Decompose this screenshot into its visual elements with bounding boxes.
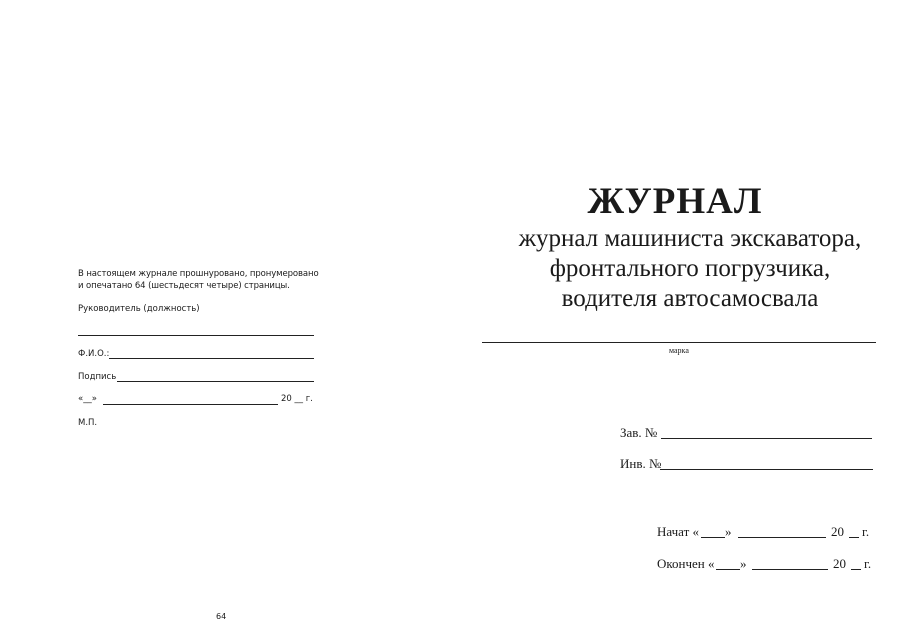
started-year-prefix: 20 bbox=[831, 524, 844, 539]
started-close-quote: » bbox=[725, 524, 732, 539]
date-day-blank[interactable]: __ bbox=[83, 394, 92, 404]
date-month-line[interactable] bbox=[103, 404, 278, 405]
ended-year-prefix: 20 bbox=[833, 556, 846, 571]
started-label: Начат « bbox=[657, 524, 700, 539]
ended-label: Окончен « bbox=[657, 556, 715, 571]
stamp-label: М.П. bbox=[78, 418, 98, 428]
brand-line[interactable] bbox=[482, 342, 876, 343]
subtitle-line: водителя автосамосвала bbox=[561, 285, 819, 312]
head-position-label: Руководитель (должность) bbox=[78, 304, 200, 314]
started-year-line[interactable] bbox=[849, 537, 859, 538]
subtitle-line: журнал машиниста экскаватора, bbox=[518, 225, 862, 252]
started-year-suffix: г. bbox=[862, 524, 870, 539]
serial-label: Зав. № bbox=[620, 425, 658, 440]
fio-line[interactable] bbox=[109, 358, 314, 359]
date-row bbox=[78, 394, 97, 404]
ended-year-line[interactable] bbox=[851, 569, 861, 570]
certification-text: В настоящем журнале прошнуровано, пронумеровано и опечатано 64 (шестьдесят четыре) страницы. bbox=[78, 269, 319, 291]
date-open-quote: « bbox=[78, 394, 84, 404]
signature-label: Подпись bbox=[78, 372, 117, 382]
ended-day-line[interactable] bbox=[716, 569, 740, 570]
journal-subtitle bbox=[480, 224, 900, 314]
date-close-quote: » bbox=[91, 394, 97, 404]
page-number: 64 bbox=[216, 612, 227, 621]
head-position-line[interactable] bbox=[78, 335, 314, 336]
right-page bbox=[450, 0, 900, 636]
started-day-line[interactable] bbox=[701, 537, 725, 538]
journal-title: ЖУРНАЛ bbox=[587, 181, 763, 222]
ended-close-quote: » bbox=[740, 556, 747, 571]
started-month-line[interactable] bbox=[738, 537, 826, 538]
inventory-line[interactable] bbox=[660, 469, 873, 470]
inventory-label: Инв. № bbox=[620, 456, 662, 471]
brand-caption: марка bbox=[669, 346, 689, 355]
subtitle-line: фронтального погрузчика, bbox=[549, 255, 831, 282]
ended-month-line[interactable] bbox=[752, 569, 828, 570]
fio-label: Ф.И.О.: bbox=[78, 349, 110, 359]
ended-year-suffix: г. bbox=[864, 556, 872, 571]
date-year-label: 20 __ г. bbox=[281, 394, 313, 404]
signature-line[interactable] bbox=[117, 381, 314, 382]
serial-line[interactable] bbox=[661, 438, 872, 439]
